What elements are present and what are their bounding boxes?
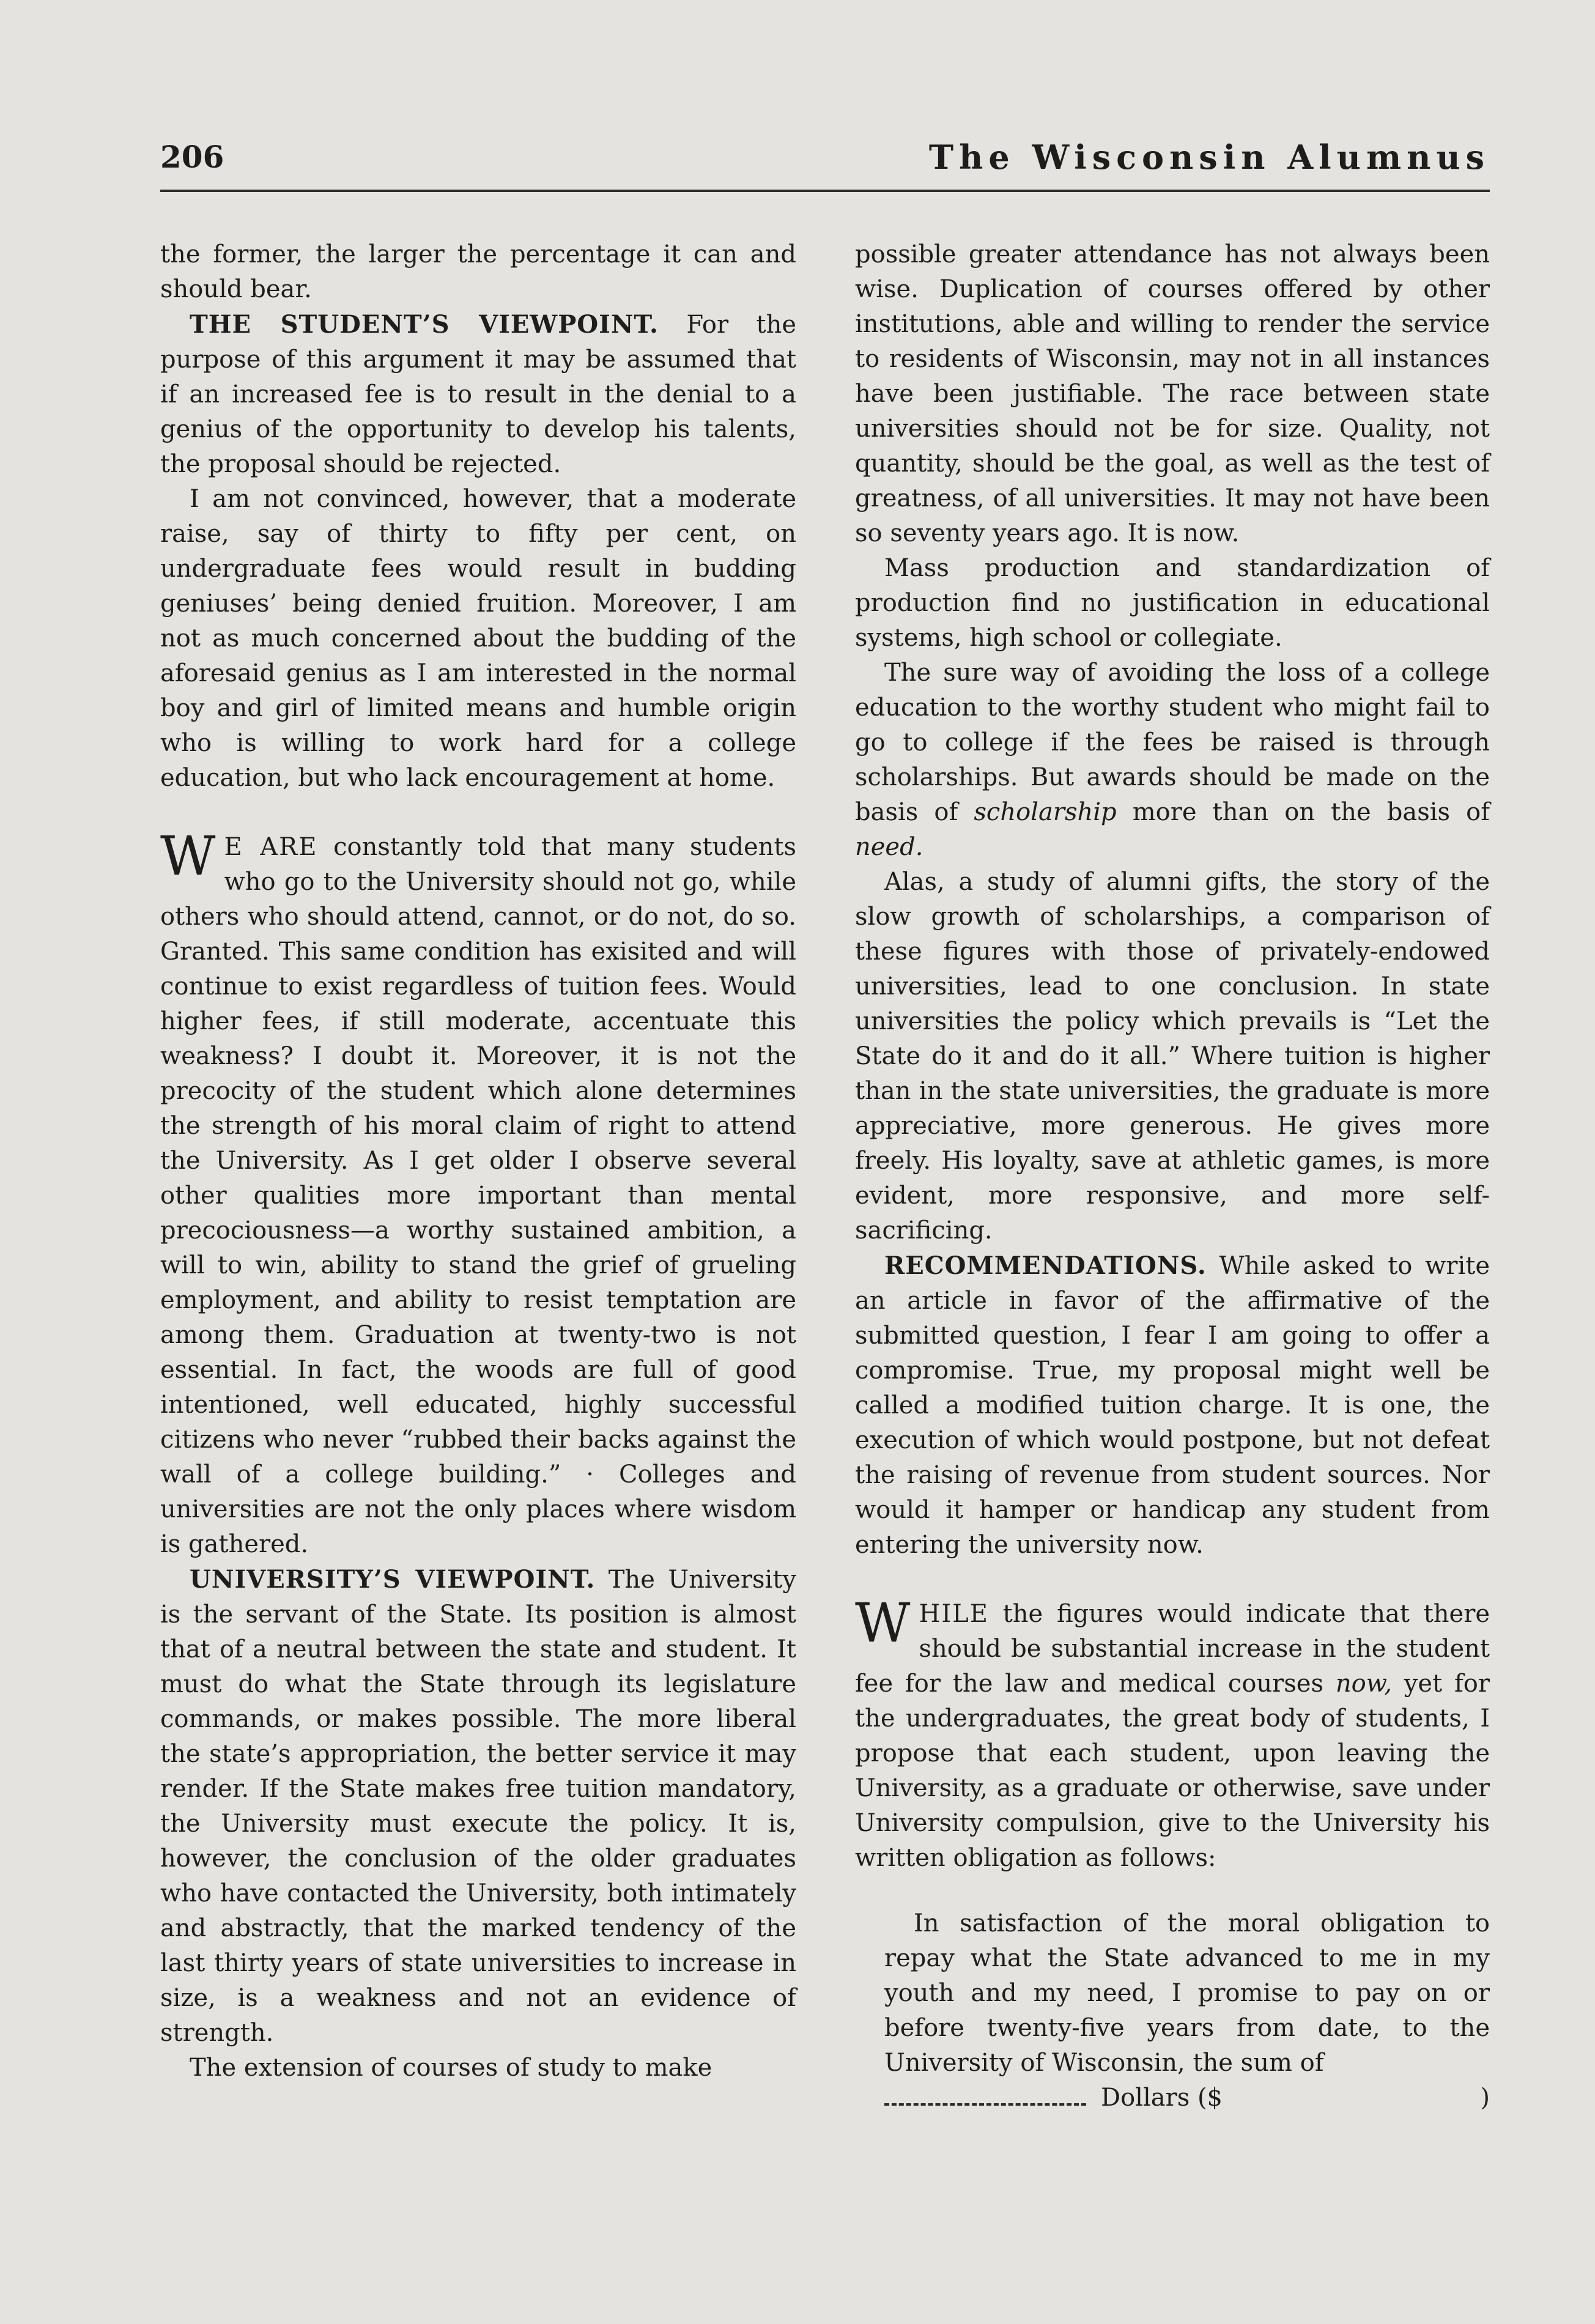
paragraph: possible greater attendance has not always been wise. Duplication of courses offered by other institutions, able and willing to render the service to residents of Wisconsin, may not in all instances have been justifiable. The race between state universities should not be for size. Quality, not quantity, should be the goal, as well as the test of greatness, of all universities. It may not have been so seventy years ago. It is now. [855,240,1490,547]
quote-amount-line [884,2081,1490,2115]
blank-line [884,2085,1086,2106]
paragraph-text: the figures would indicate that there should be substantial increase in the student fee for the law and medical courses [855,1600,1490,1698]
lead-caps: E ARE [224,833,318,861]
paragraph-university-viewpoint [160,1562,796,2051]
page-number: 206 [160,139,224,175]
lead-caps: HILE [919,1600,989,1628]
obligation-quote [884,1906,1490,2115]
paragraph: I am not convinced, however, that a moderate raise, say of thirty to fifty per cent, on undergraduate fees would result in budding geniuses’ being denied fruition. Moreover, I am not as much concerned about the budding of the aforesaid genius as I am interested in the normal boy and girl of limited means and humble origin who is willing to work hard for a college education, but who lack encouragement at home. [160,485,796,792]
right-column [855,237,1490,2115]
left-column [160,237,796,2085]
emphasis-text: need. [855,833,923,861]
drop-cap: W [160,824,216,887]
section-heading: RECOMMENDATIONS. [884,1251,1207,1280]
paragraph-text: The sure way of avoiding the loss of a college education to the worthy student who might fail to go to college if the fees be raised is through scholarships. But awards should be made on the basis of [855,659,1490,826]
paragraph-dropcap [160,824,797,1562]
paragraph-text: While asked to write an article in favor of the affirmative of the submitted question, I fear I am going to offer a compromise. True, my proposal might well be called a modified tuition charge. It is one, the execution of which would postpone, but not defeat the raising of revenue from student sources. Nor would it hamper or handicap any student from entering the university now. [855,1252,1490,1559]
paragraph-text: For the purpose of this argument it may be assumed that if an increased fee is to result in the denial to a genius of the opportunity to develop his talents, the proposal should be rejected. [160,311,796,478]
emphasis-text: scholarship [974,798,1117,826]
journal-title: The Wisconsin Alumnus [928,138,1490,177]
paragraph-students-viewpoint [160,307,796,482]
emphasis-text: now, [1335,1670,1392,1698]
drop-cap: W [855,1591,911,1654]
header-rule [160,190,1490,192]
paragraph-recommendations [855,1248,1490,1563]
page-header [160,136,1490,179]
section-heading: UNIVERSITY’S VIEWPOINT. [190,1565,596,1594]
paragraph: the former, the larger the percentage it can and should bear. [160,240,796,303]
paragraph: The extension of courses of study to make [190,2054,712,2082]
closing-paren: ) [1480,2084,1490,2112]
paragraph-text: constantly told that many students who go to the University should not go, while others who should attend, cannot, or do not, do so. Granted. This same condition has exisited and will continue to exist regardless of tuition fees. Would higher fees, if still moderate, accentuate this weakness? I doubt it. Moreover, it is not the precocity of the student which alone determines the strength of his moral claim of right to attend the University. As I get older I observe several other qualities more important than mental precociousness—a worthy sustained ambition, a will to win, ability to stand the grief of grueling employment, and ability to resist temptation are among them. Graduation at twenty-two is not essential. In fact, the woods are full of good intentioned, well educated, highly successful citizens who never “rubbed their backs against the wall of a college building.” · Colleges and universities are not the only places where wisdom is gathered. [160,833,797,1558]
paragraph: Alas, a study of alumni gifts, the story of the slow growth of scholarships, a comparison of these figures with those of privately-endowed universities, lead to one conclusion. In state universities the policy which prevails is “Let the State do it and do it all.” Where tuition is higher than in the state universities, the graduate is more appreciative, more generous. He gives more freely. His loyalty, save at athletic games, is more evident, more responsive, and more self-sacrificing. [855,868,1490,1245]
quote-text: In satisfaction of the moral obligation to repay what the State advanced to me in my youth and my need, I promise to pay on or before twenty-five years from date, to the University of Wisconsin, the sum of [884,1909,1490,2077]
paragraph-text: more than on the basis of [1132,798,1490,826]
paragraph-scholarships [855,656,1490,865]
dollars-label: Dollars ($ [1101,2084,1223,2112]
section-heading: THE STUDENT’S VIEWPOINT. [190,310,659,339]
paragraph-text: yet for the undergraduates, the great body of students, I propose that each student, upon leaving the University, as a graduate or otherwise, save under University compulsion, give to the University his written obligation as follows: [855,1670,1490,1872]
paragraph: Mass production and standardization of production find no justification in educational systems, high school or collegiate. [855,554,1490,652]
paragraph-text: The University is the servant of the State. Its position is almost that of a neutral between the state and student. It must do what the State through its legislature commands, or makes possible. The more liberal the state’s appropriation, the better service it may render. If the State makes free tuition mandatory, the University must execute the policy. It is, however, the conclusion of the older graduates who have contacted the University, both intimately and abstractly, that the marked tendency of the last thirty years of state universities to increase in size, is a weakness and not an evidence of strength. [160,1566,797,2047]
paragraph-dropcap [855,1591,1490,1876]
